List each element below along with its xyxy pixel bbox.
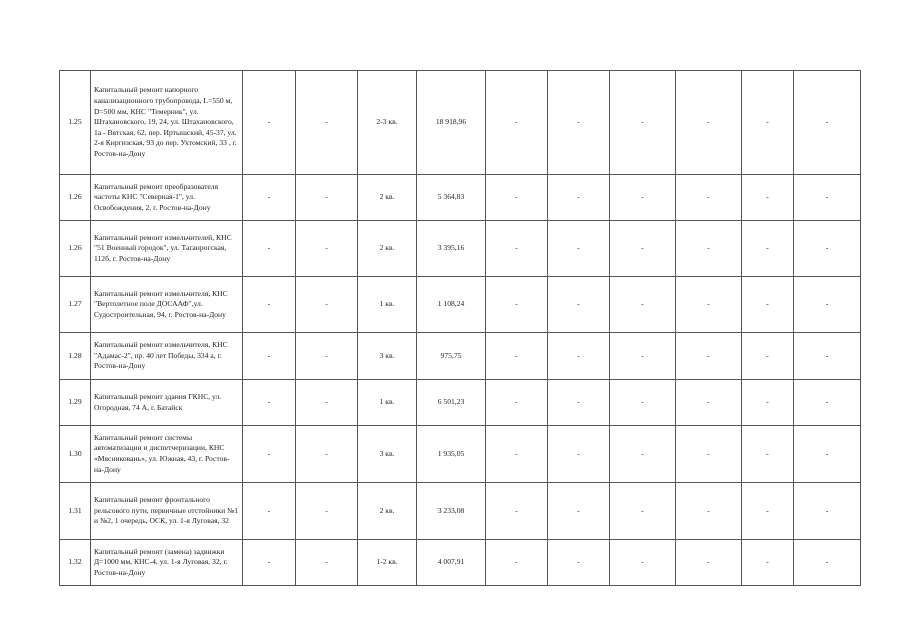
quarter-cell: 1 кв. bbox=[358, 277, 417, 333]
row-number-cell: 1.25 bbox=[60, 71, 91, 175]
empty-value-cell: - bbox=[794, 426, 861, 483]
empty-value-cell: - bbox=[676, 483, 742, 540]
work-description-cell: Капитальный ремонт фронтального рельсового пути, первичные отстойники №1 и №2, 1 очередь, ОСК, ул. 1-я Луговая, 32 bbox=[91, 483, 243, 540]
empty-value-cell: - bbox=[243, 540, 296, 586]
empty-value-cell: - bbox=[486, 540, 548, 586]
empty-value-cell: - bbox=[296, 540, 358, 586]
empty-value-cell: - bbox=[296, 483, 358, 540]
empty-value-cell: - bbox=[610, 277, 676, 333]
empty-value-cell: - bbox=[742, 175, 794, 221]
empty-value-cell: - bbox=[676, 277, 742, 333]
empty-value-cell: - bbox=[486, 333, 548, 380]
work-description-cell: Капитальный ремонт измельчителей, КНС "51 Военный городок", ул. Таганрогская, 112б, г. Ростов-на-Дону bbox=[91, 221, 243, 277]
quarter-cell: 1-2 кв. bbox=[358, 540, 417, 586]
empty-value-cell: - bbox=[296, 333, 358, 380]
amount-cell: 4 007,91 bbox=[417, 540, 486, 586]
empty-value-cell: - bbox=[486, 175, 548, 221]
empty-value-cell: - bbox=[548, 333, 610, 380]
empty-value-cell: - bbox=[742, 426, 794, 483]
row-number-cell: 1.29 bbox=[60, 380, 91, 426]
empty-value-cell: - bbox=[548, 221, 610, 277]
works-table bbox=[59, 70, 861, 586]
empty-value-cell: - bbox=[676, 175, 742, 221]
empty-value-cell: - bbox=[742, 540, 794, 586]
empty-value-cell: - bbox=[486, 380, 548, 426]
amount-cell: 975,75 bbox=[417, 333, 486, 380]
row-number-cell: 1.28 bbox=[60, 333, 91, 380]
empty-value-cell: - bbox=[486, 71, 548, 175]
empty-value-cell: - bbox=[548, 175, 610, 221]
work-description-cell: Капитальный ремонт (замена) задвижки Д=1000 мм, КНС-4, ул. 1-я Луговая, 32, г. Ростов-на-Дону bbox=[91, 540, 243, 586]
empty-value-cell: - bbox=[486, 221, 548, 277]
empty-value-cell: - bbox=[548, 277, 610, 333]
empty-value-cell: - bbox=[742, 71, 794, 175]
amount-cell: 1 935,05 bbox=[417, 426, 486, 483]
empty-value-cell: - bbox=[243, 71, 296, 175]
work-description-cell: Капитальный ремонт измельчителя, КНС "Адамас-2", пр. 40 лет Победы, 334 а, г. Ростов-на-Дону bbox=[91, 333, 243, 380]
work-description-cell: Капитальный ремонт системы автоматизации и диспетчеризации, КНС «Мясниковань», ул. Южная, 43, г. Ростов-на-Дону bbox=[91, 426, 243, 483]
work-description-cell: Капитальный ремонт напорного канализационного трубопровода, L=550 м, D=500 мм, КНС "Темерник", ул. Штахановского, 19, 24, ул. Штахановского, 1а - Вятская, 62, пер. Иртышский, 45-37, ул. 2-я Киргизская, 93 до пер. Ухтомский, 33 , г. Ростов-на-Дону bbox=[91, 71, 243, 175]
empty-value-cell: - bbox=[610, 221, 676, 277]
empty-value-cell: - bbox=[296, 71, 358, 175]
empty-value-cell: - bbox=[296, 175, 358, 221]
table-row bbox=[60, 333, 861, 380]
row-number-cell: 1.26 bbox=[60, 175, 91, 221]
table-row bbox=[60, 71, 861, 175]
empty-value-cell: - bbox=[610, 380, 676, 426]
row-number-cell: 1.27 bbox=[60, 277, 91, 333]
quarter-cell: 2 кв. bbox=[358, 483, 417, 540]
empty-value-cell: - bbox=[794, 175, 861, 221]
amount-cell: 3 233,08 bbox=[417, 483, 486, 540]
table-body bbox=[60, 71, 861, 586]
empty-value-cell: - bbox=[296, 426, 358, 483]
table-row bbox=[60, 483, 861, 540]
empty-value-cell: - bbox=[548, 540, 610, 586]
table-row bbox=[60, 380, 861, 426]
empty-value-cell: - bbox=[548, 380, 610, 426]
row-number-cell: 1.32 bbox=[60, 540, 91, 586]
empty-value-cell: - bbox=[610, 540, 676, 586]
empty-value-cell: - bbox=[676, 540, 742, 586]
empty-value-cell: - bbox=[296, 221, 358, 277]
empty-value-cell: - bbox=[742, 333, 794, 380]
table-row bbox=[60, 426, 861, 483]
empty-value-cell: - bbox=[296, 277, 358, 333]
empty-value-cell: - bbox=[742, 380, 794, 426]
empty-value-cell: - bbox=[676, 380, 742, 426]
empty-value-cell: - bbox=[486, 277, 548, 333]
work-description-cell: Капитальный ремонт измельчителя, КНС "Вертолетное поле ДОСААФ",ул. Судостроительная, 94, г. Ростов-на-Дону bbox=[91, 277, 243, 333]
empty-value-cell: - bbox=[742, 221, 794, 277]
empty-value-cell: - bbox=[794, 483, 861, 540]
row-number-cell: 1.26 bbox=[60, 221, 91, 277]
empty-value-cell: - bbox=[794, 333, 861, 380]
empty-value-cell: - bbox=[794, 540, 861, 586]
empty-value-cell: - bbox=[296, 380, 358, 426]
quarter-cell: 2 кв. bbox=[358, 221, 417, 277]
row-number-cell: 1.31 bbox=[60, 483, 91, 540]
empty-value-cell: - bbox=[243, 380, 296, 426]
empty-value-cell: - bbox=[486, 426, 548, 483]
amount-cell: 18 918,96 bbox=[417, 71, 486, 175]
quarter-cell: 2 кв. bbox=[358, 175, 417, 221]
empty-value-cell: - bbox=[486, 483, 548, 540]
table-row bbox=[60, 277, 861, 333]
amount-cell: 6 501,23 bbox=[417, 380, 486, 426]
empty-value-cell: - bbox=[610, 71, 676, 175]
amount-cell: 5 364,83 bbox=[417, 175, 486, 221]
empty-value-cell: - bbox=[243, 175, 296, 221]
empty-value-cell: - bbox=[794, 71, 861, 175]
amount-cell: 3 395,16 bbox=[417, 221, 486, 277]
quarter-cell: 3 кв. bbox=[358, 333, 417, 380]
empty-value-cell: - bbox=[742, 483, 794, 540]
table-row bbox=[60, 540, 861, 586]
empty-value-cell: - bbox=[610, 333, 676, 380]
empty-value-cell: - bbox=[742, 277, 794, 333]
empty-value-cell: - bbox=[548, 426, 610, 483]
empty-value-cell: - bbox=[610, 483, 676, 540]
empty-value-cell: - bbox=[243, 483, 296, 540]
empty-value-cell: - bbox=[243, 221, 296, 277]
empty-value-cell: - bbox=[676, 71, 742, 175]
empty-value-cell: - bbox=[610, 426, 676, 483]
empty-value-cell: - bbox=[676, 426, 742, 483]
empty-value-cell: - bbox=[794, 380, 861, 426]
quarter-cell: 3 кв. bbox=[358, 426, 417, 483]
work-description-cell: Капитальный ремонт преобразователя частоты КНС "Северная-1", ул. Освобождения, 2, г. Ростов-на-Дону bbox=[91, 175, 243, 221]
quarter-cell: 1 кв. bbox=[358, 380, 417, 426]
table-row bbox=[60, 221, 861, 277]
quarter-cell: 2-3 кв. bbox=[358, 71, 417, 175]
amount-cell: 1 108,24 bbox=[417, 277, 486, 333]
row-number-cell: 1.30 bbox=[60, 426, 91, 483]
empty-value-cell: - bbox=[548, 483, 610, 540]
work-description-cell: Капитальный ремонт здания ГКНС, ул. Огородная, 74 А, г. Батайск bbox=[91, 380, 243, 426]
empty-value-cell: - bbox=[676, 221, 742, 277]
empty-value-cell: - bbox=[243, 333, 296, 380]
empty-value-cell: - bbox=[548, 71, 610, 175]
empty-value-cell: - bbox=[610, 175, 676, 221]
table-row bbox=[60, 175, 861, 221]
empty-value-cell: - bbox=[243, 277, 296, 333]
empty-value-cell: - bbox=[794, 221, 861, 277]
empty-value-cell: - bbox=[794, 277, 861, 333]
empty-value-cell: - bbox=[243, 426, 296, 483]
empty-value-cell: - bbox=[676, 333, 742, 380]
